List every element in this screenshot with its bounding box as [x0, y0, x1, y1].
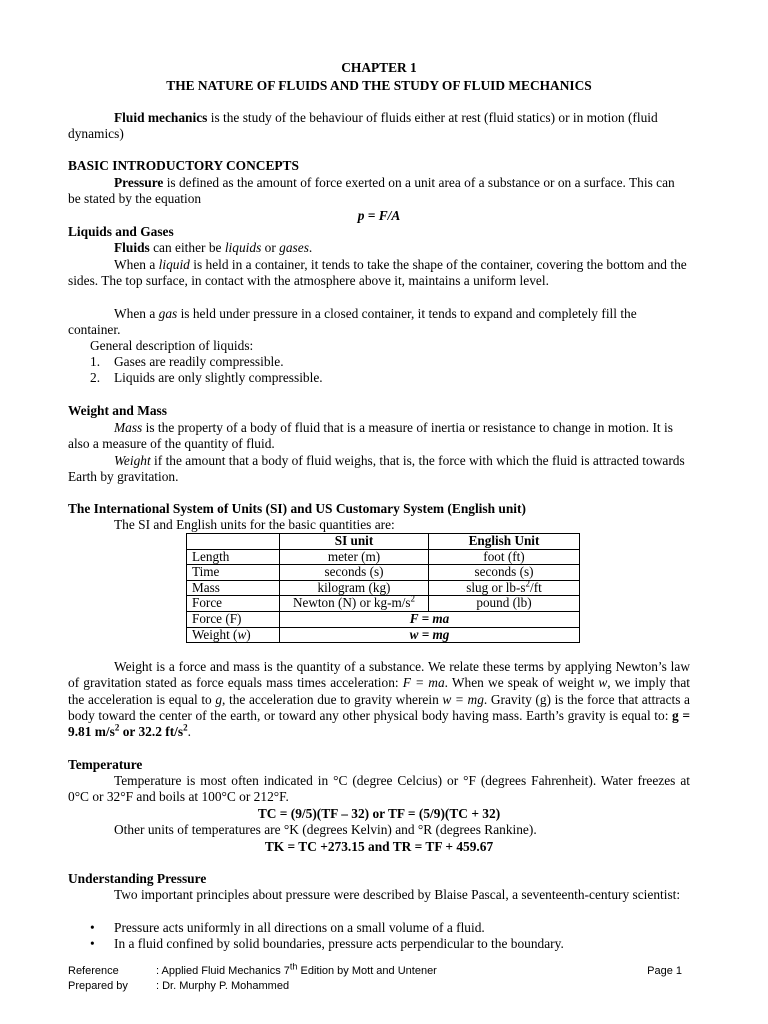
weight-text: if the amount that a body of fluid weighs, that is, the force with which the fluid is attracted towards Earth by gravitation.: [68, 453, 685, 485]
period: .: [308, 240, 313, 255]
cell-si-text: Newton (N) or kg-m/s: [292, 595, 411, 611]
list-item: [90, 354, 736, 370]
superscript: 2: [114, 722, 120, 733]
cell-english: foot (ft): [429, 549, 580, 565]
wp-w: w: [598, 675, 608, 691]
cell-english: pound (lb): [429, 596, 580, 612]
superscript: th: [289, 961, 298, 972]
heading-liquids-gases: Liquids and Gases: [68, 224, 174, 239]
bullet: •: [90, 920, 95, 935]
wp-g: g: [215, 691, 223, 707]
term-fluid-mechanics: Fluid mechanics: [114, 110, 208, 125]
fluids-line: [68, 240, 690, 256]
table-row: [187, 549, 580, 565]
temperature-equation-2: TK = TC +273.15 and TR = TF + 459.67: [264, 839, 494, 854]
chapter-title: THE NATURE OF FLUIDS AND THE STUDY OF FLUID MECHANICS: [166, 78, 592, 93]
cell-quantity: Force: [187, 596, 280, 612]
bullet: •: [90, 936, 95, 952]
list-item: [90, 936, 736, 952]
table-row: [187, 627, 580, 643]
general-description: General description of liquids:: [90, 338, 254, 353]
header-quantity: [187, 534, 280, 550]
pressure-paragraph: [68, 175, 690, 208]
cell-quantity: Length: [187, 549, 280, 565]
wp-end: .: [187, 724, 191, 740]
word-weight: Weight: [114, 453, 151, 468]
heading-understanding-pressure: Understanding Pressure: [68, 871, 207, 886]
cell-formula: F = ma: [280, 611, 580, 627]
intro-paragraph: [68, 110, 690, 143]
pressure-equation: p = F/A: [357, 208, 401, 223]
wp-e: . Gravity (g) is the force that attracts a body toward the center of the earth, or toward any other physical body having mass. Earth’s gravity is equal to:: [68, 691, 691, 723]
fluids-text: can either be: [149, 240, 225, 255]
cell-quantity: [187, 627, 280, 643]
wp-eq: F = ma: [402, 675, 445, 691]
units-table: [186, 533, 580, 643]
list-text: Gases are readily compressible.: [114, 354, 284, 369]
table-row: [187, 580, 580, 596]
list-number: 1.: [90, 354, 101, 369]
gravity-english: or 32.2 ft/s: [119, 724, 184, 740]
footer-ref-label: Reference: [68, 965, 119, 977]
term-pressure: Pressure: [114, 175, 164, 190]
heading-units: The International System of Units (SI) and US Customary System (English unit): [68, 501, 526, 516]
list-number: 2.: [90, 370, 101, 386]
intro-text: is the study of the behaviour of fluids either at rest (fluid statics) or in motion (fluid dynamics): [68, 110, 658, 142]
word-or: or: [261, 240, 280, 255]
wp-d: , the acceleration due to gravity wherein: [222, 691, 443, 707]
gas-text-a: When a: [114, 306, 159, 321]
table-row: [187, 596, 580, 612]
heading-basic-concepts: BASIC INTRODUCTORY CONCEPTS: [68, 158, 299, 173]
header-si: SI unit: [280, 534, 429, 550]
footer-ref-value: [156, 963, 437, 979]
superscript: 2: [525, 578, 531, 589]
liquid-list: [68, 354, 736, 387]
pascal-paragraph: Two important principles about pressure were described by Blaise Pascal, a seventeenth-century scientist:: [114, 887, 681, 902]
weight-paragraph: [68, 453, 690, 486]
table-header-row: [187, 534, 580, 550]
word-liquid: liquid: [158, 257, 190, 272]
temperature-paragraph: Temperature is most often indicated in °C (degree Celcius) or °F (degrees Fahrenheit). Water freezes at 0°C or 32°F and boils at 100°C or 212°F.: [68, 773, 690, 805]
wp-c: , we imply that the acceleration is equal to: [68, 675, 690, 707]
liquid-text-b: is held in a container, it tends to take the shape of the container, covering the bottom and the sides. The top surface, in contact with the atmosphere above it, maintains a uniform level.: [68, 257, 687, 289]
heading-weight-mass: Weight and Mass: [68, 403, 167, 418]
footer-prep-label: Prepared by: [68, 980, 128, 992]
cell-english: [429, 580, 580, 596]
header-english: English Unit: [429, 534, 580, 550]
cell-si: [280, 593, 429, 612]
weight-mass-paragraph: [68, 659, 690, 740]
temperature-equation-1: TC = (9/5)(TF – 32) or TF = (5/9)(TC + 32): [257, 806, 501, 821]
footer-ref-tail: Edition by Mott and Untener: [297, 965, 437, 977]
list-text: In a fluid confined by solid boundaries, pressure acts perpendicular to the boundary.: [114, 936, 564, 952]
chapter-label: CHAPTER 1: [341, 60, 417, 75]
weight-var: w: [237, 626, 247, 642]
superscript: 2: [410, 593, 416, 604]
mass-text: is the property of a body of fluid that is a measure of inertia or resistance to change in motion. It is also a measure of the quantity of fluid.: [68, 420, 673, 452]
superscript: 2: [183, 722, 188, 733]
term-fluids: Fluids: [114, 240, 150, 255]
cell-si: seconds (s): [280, 565, 429, 581]
liquid-paragraph: [68, 257, 690, 290]
wp-a: Weight is a force and mass is the quantity of a substance. We relate these terms by applying Newton’s law of gravitation stated as force equals mass times acceleration:: [68, 659, 690, 691]
page-number: Page 1: [647, 965, 682, 977]
cell-formula: w = mg: [280, 627, 580, 643]
wp-wmg: w = mg: [442, 691, 484, 707]
table-row: [187, 611, 580, 627]
footer-prep-value: : Dr. Murphy P. Mohammed: [156, 980, 290, 992]
list-item: [90, 920, 736, 936]
word-mass: Mass: [114, 420, 143, 435]
cell-english: seconds (s): [429, 565, 580, 581]
pressure-text: is defined as the amount of force exerted on a unit area of a substance or on a surface. This can be stated by the equation: [68, 175, 675, 207]
weight-close: ): [246, 626, 251, 642]
liquid-text-a: When a: [114, 257, 159, 272]
word-gases: gases: [279, 240, 309, 255]
table-row: [187, 565, 580, 581]
temperature-other-units: Other units of temperatures are °K (degrees Kelvin) and °R (degrees Rankine).: [114, 822, 537, 837]
list-text: Liquids are only slightly compressible.: [114, 370, 323, 386]
cell-quantity: Mass: [187, 580, 280, 596]
list-item: [90, 370, 736, 386]
cell-quantity: Force (F): [187, 611, 280, 627]
gas-text-b: is held under pressure in a closed container, it tends to expand and completely fill the container.: [68, 306, 637, 338]
word-gas: gas: [158, 306, 178, 321]
units-intro: The SI and English units for the basic quantities are:: [114, 517, 395, 532]
weight-label: Weight (: [192, 626, 238, 642]
cell-si: kilogram (kg): [280, 580, 429, 596]
cell-quantity: Time: [187, 565, 280, 581]
list-text: Pressure acts uniformly in all directions on a small volume of a fluid.: [114, 920, 485, 935]
word-liquids: liquids: [224, 240, 262, 255]
cell-english-text: slug or lb-s: [466, 579, 526, 595]
mass-paragraph: [68, 420, 690, 453]
cell-english-tail: /ft: [530, 579, 542, 595]
footer-ref-text: : Applied Fluid Mechanics 7: [156, 965, 290, 977]
gas-paragraph: [68, 306, 690, 339]
heading-temperature: Temperature: [68, 757, 143, 772]
cell-si: meter (m): [280, 549, 429, 565]
wp-b: . When we speak of weight: [444, 675, 599, 691]
gravity-si: g = 9.81 m/s: [68, 707, 690, 740]
pascal-list: [68, 920, 736, 953]
